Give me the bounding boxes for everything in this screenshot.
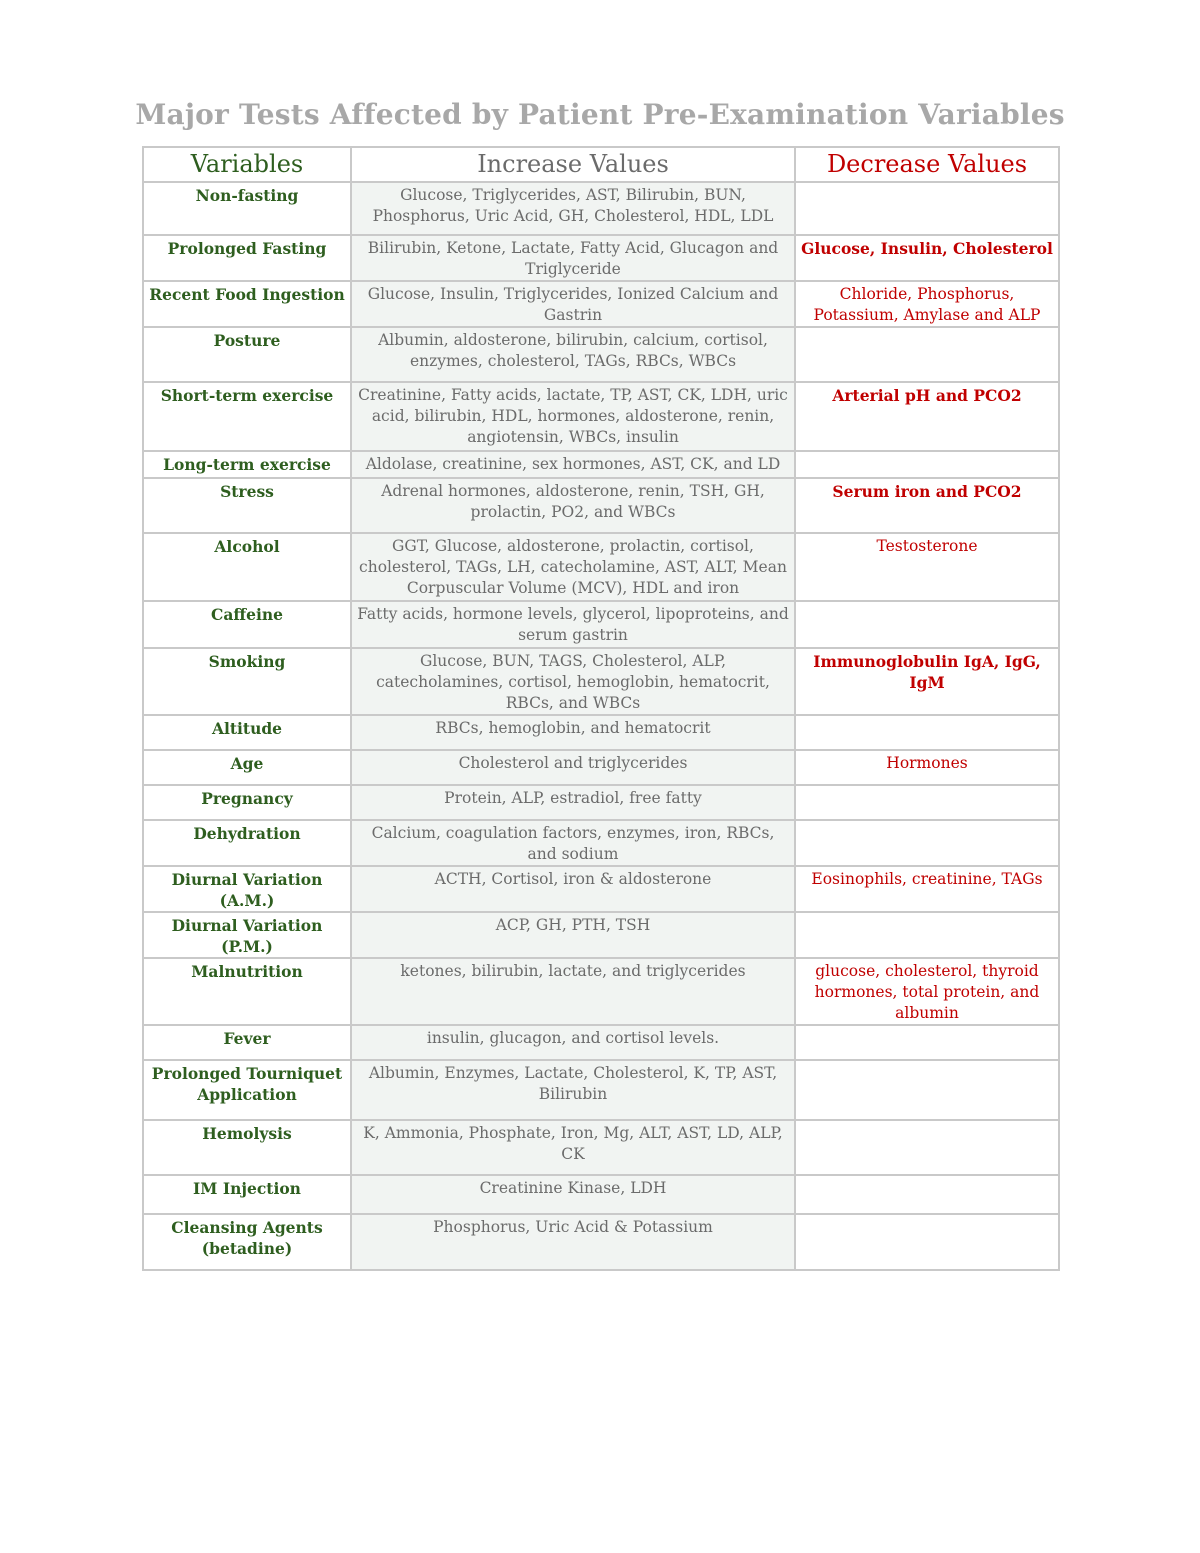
table-row <box>143 327 1059 382</box>
variable-cell: Alcohol <box>143 533 351 601</box>
decrease-cell: Testosterone <box>795 533 1059 601</box>
variable-cell: Fever <box>143 1025 351 1060</box>
increase-cell: Albumin, aldosterone, bilirubin, calcium, cortisol, enzymes, cholesterol, TAGs, RBCs, WBCs <box>351 327 795 382</box>
variable-cell: IM Injection <box>143 1175 351 1214</box>
table-row <box>143 958 1059 1025</box>
decrease-cell <box>795 327 1059 382</box>
table-row <box>143 601 1059 648</box>
decrease-cell: Immunoglobulin IgA, IgG, IgM <box>795 648 1059 715</box>
decrease-cell <box>795 912 1059 958</box>
increase-cell: Aldolase, creatinine, sex hormones, AST, CK, and LD <box>351 451 795 478</box>
increase-cell: Glucose, Insulin, Triglycerides, Ionized Calcium and Gastrin <box>351 281 795 327</box>
table-row <box>143 382 1059 451</box>
variable-cell: Long-term exercise <box>143 451 351 478</box>
table-row <box>143 750 1059 785</box>
variable-cell: Prolonged Tourniquet Application <box>143 1060 351 1120</box>
variable-cell: Malnutrition <box>143 958 351 1025</box>
increase-cell: Albumin, Enzymes, Lactate, Cholesterol, K, TP, AST, Bilirubin <box>351 1060 795 1120</box>
table-row <box>143 866 1059 912</box>
increase-cell: Adrenal hormones, aldosterone, renin, TSH, GH, prolactin, PO2, and WBCs <box>351 478 795 533</box>
table-header-row <box>143 147 1059 182</box>
table-row <box>143 912 1059 958</box>
table-row <box>143 478 1059 533</box>
variable-cell: Cleansing Agents (betadine) <box>143 1214 351 1270</box>
variable-cell: Smoking <box>143 648 351 715</box>
variable-cell: Short-term exercise <box>143 382 351 451</box>
table-row <box>143 1214 1059 1270</box>
table-row <box>143 182 1059 235</box>
table-row <box>143 235 1059 281</box>
table-row <box>143 715 1059 750</box>
decrease-cell <box>795 1025 1059 1060</box>
variable-cell: Prolonged Fasting <box>143 235 351 281</box>
variable-cell: Recent Food Ingestion <box>143 281 351 327</box>
increase-cell: Creatinine, Fatty acids, lactate, TP, AST, CK, LDH, uric acid, bilirubin, HDL, hormones, aldosterone, renin, angiotensin, WBCs, insulin <box>351 382 795 451</box>
variable-cell: Diurnal Variation (A.M.) <box>143 866 351 912</box>
decrease-cell <box>795 1214 1059 1270</box>
increase-cell: Fatty acids, hormone levels, glycerol, lipoproteins, and serum gastrin <box>351 601 795 648</box>
table-row <box>143 648 1059 715</box>
table-row <box>143 281 1059 327</box>
table-row <box>143 1060 1059 1120</box>
decrease-cell <box>795 451 1059 478</box>
table-row <box>143 1120 1059 1175</box>
decrease-cell <box>795 820 1059 866</box>
table-row <box>143 451 1059 478</box>
decrease-cell <box>795 601 1059 648</box>
decrease-cell: Eosinophils, creatinine, TAGs <box>795 866 1059 912</box>
variable-cell: Hemolysis <box>143 1120 351 1175</box>
decrease-cell <box>795 1175 1059 1214</box>
variable-cell: Pregnancy <box>143 785 351 820</box>
increase-cell: Glucose, Triglycerides, AST, Bilirubin, BUN, Phosphorus, Uric Acid, GH, Cholesterol, HDL, LDL <box>351 182 795 235</box>
increase-cell: insulin, glucagon, and cortisol levels. <box>351 1025 795 1060</box>
variable-cell: Stress <box>143 478 351 533</box>
variable-cell: Altitude <box>143 715 351 750</box>
increase-cell: Bilirubin, Ketone, Lactate, Fatty Acid, Glucagon and Triglyceride <box>351 235 795 281</box>
decrease-cell: Serum iron and PCO2 <box>795 478 1059 533</box>
decrease-cell <box>795 182 1059 235</box>
table-row <box>143 1175 1059 1214</box>
increase-cell: GGT, Glucose, aldosterone, prolactin, cortisol, cholesterol, TAGs, LH, catecholamine, AST, ALT, Mean Corpuscular Volume (MCV), HDL and iron <box>351 533 795 601</box>
increase-cell: ketones, bilirubin, lactate, and triglycerides <box>351 958 795 1025</box>
decrease-cell: Hormones <box>795 750 1059 785</box>
decrease-cell <box>795 715 1059 750</box>
variable-cell: Caffeine <box>143 601 351 648</box>
decrease-cell <box>795 1060 1059 1120</box>
increase-cell: Protein, ALP, estradiol, free fatty <box>351 785 795 820</box>
increase-cell: ACP, GH, PTH, TSH <box>351 912 795 958</box>
header-decrease-values: Decrease Values <box>795 147 1059 182</box>
variable-cell: Dehydration <box>143 820 351 866</box>
decrease-cell <box>795 1120 1059 1175</box>
page-title: Major Tests Affected by Patient Pre-Examination Variables <box>135 98 1065 131</box>
decrease-cell <box>795 785 1059 820</box>
increase-cell: RBCs, hemoglobin, and hematocrit <box>351 715 795 750</box>
decrease-cell: Chloride, Phosphorus, Potassium, Amylase and ALP <box>795 281 1059 327</box>
variable-cell: Non-fasting <box>143 182 351 235</box>
header-variables: Variables <box>143 147 351 182</box>
decrease-cell: glucose, cholesterol, thyroid hormones, total protein, and albumin <box>795 958 1059 1025</box>
header-increase-values: Increase Values <box>351 147 795 182</box>
increase-cell: ACTH, Cortisol, iron & aldosterone <box>351 866 795 912</box>
variable-cell: Age <box>143 750 351 785</box>
variable-cell: Diurnal Variation (P.M.) <box>143 912 351 958</box>
variables-table <box>142 146 1060 1271</box>
increase-cell: Cholesterol and triglycerides <box>351 750 795 785</box>
increase-cell: Phosphorus, Uric Acid & Potassium <box>351 1214 795 1270</box>
decrease-cell: Glucose, Insulin, Cholesterol <box>795 235 1059 281</box>
table-row <box>143 820 1059 866</box>
table-row <box>143 533 1059 601</box>
increase-cell: Creatinine Kinase, LDH <box>351 1175 795 1214</box>
table-row <box>143 1025 1059 1060</box>
variable-cell: Posture <box>143 327 351 382</box>
increase-cell: Glucose, BUN, TAGS, Cholesterol, ALP, catecholamines, cortisol, hemoglobin, hematocrit, RBCs, and WBCs <box>351 648 795 715</box>
increase-cell: K, Ammonia, Phosphate, Iron, Mg, ALT, AST, LD, ALP, CK <box>351 1120 795 1175</box>
increase-cell: Calcium, coagulation factors, enzymes, iron, RBCs, and sodium <box>351 820 795 866</box>
decrease-cell: Arterial pH and PCO2 <box>795 382 1059 451</box>
table-row <box>143 785 1059 820</box>
